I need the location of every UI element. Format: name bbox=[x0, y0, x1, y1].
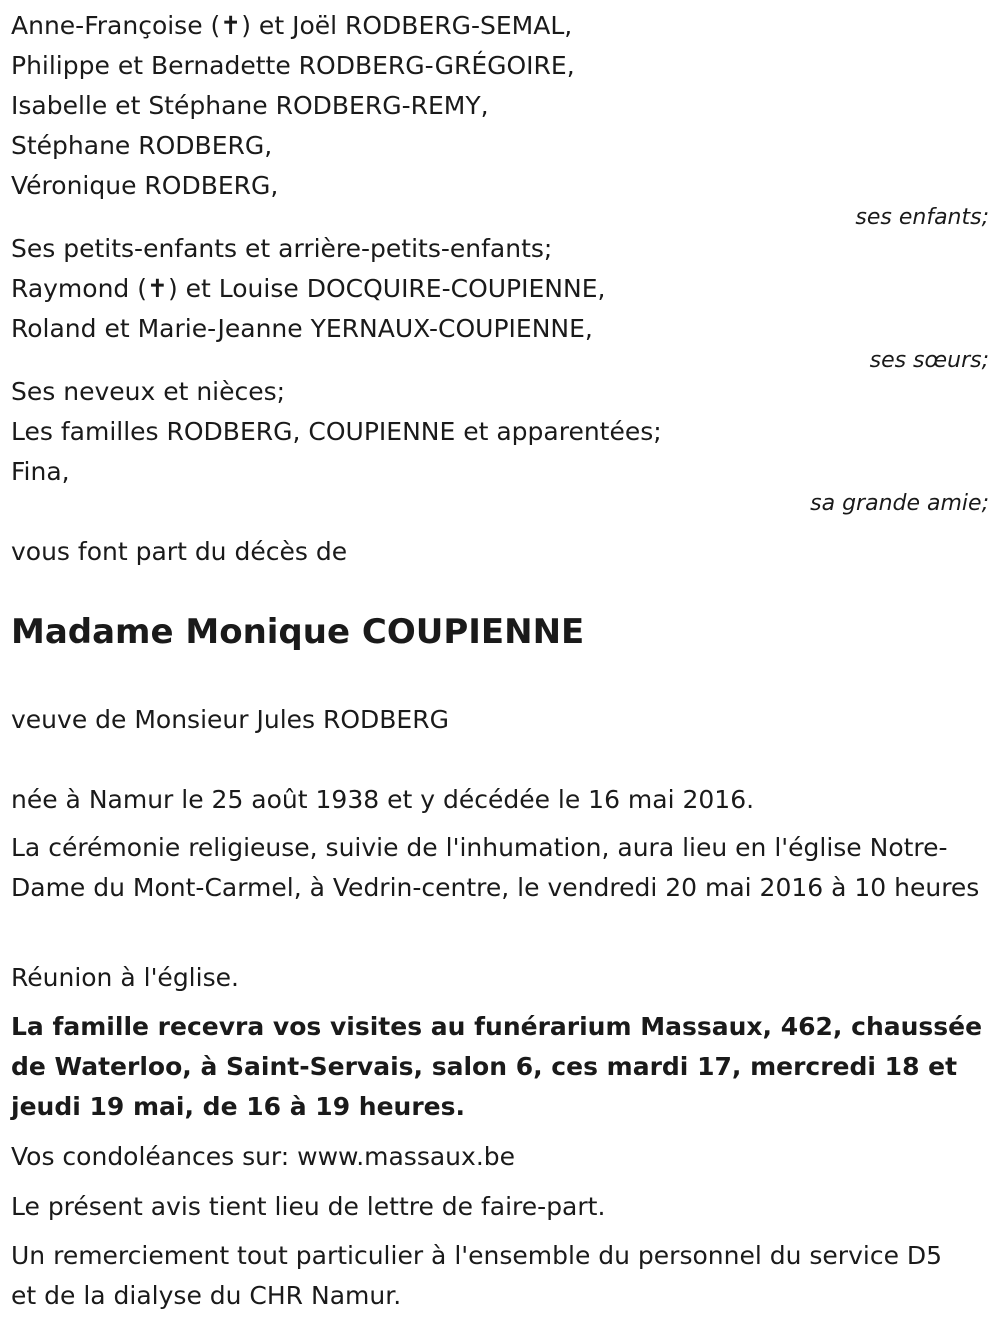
family-line: Anne-Françoise (✝) et Joël RODBERG-SEMAL, bbox=[11, 11, 573, 40]
siblings-group bbox=[11, 229, 989, 373]
obituary-notice bbox=[11, 0, 989, 1332]
reunion-text: Réunion à l'église. bbox=[11, 963, 239, 992]
family-line: Stéphane RODBERG, bbox=[11, 131, 273, 160]
condolences-text: Vos condoléances sur: www.massaux.be bbox=[11, 1142, 516, 1171]
birth-death-text: née à Namur le 25 août 1938 et y décédée le 16 mai 2016. bbox=[11, 785, 755, 814]
family-line: Véronique RODBERG, bbox=[11, 171, 279, 200]
family-line: Les familles RODBERG, COUPIENNE et apparentées; bbox=[11, 417, 662, 446]
widow-of-text: veuve de Monsieur Jules RODBERG bbox=[11, 705, 449, 734]
announce-text: vous font part du décès de bbox=[11, 537, 348, 566]
ceremony-text: La cérémonie religieuse, suivie de l'inhumation, aura lieu en l'église Notre-Dame du Mont-Carmel, à Vedrin-centre, le vendredi 20 mai 2016 à 10 heures bbox=[11, 833, 980, 902]
family-line: Ses neveux et nièces; bbox=[11, 377, 286, 406]
family-line: Philippe et Bernadette RODBERG-GRÉGOIRE, bbox=[11, 51, 575, 80]
family-line: Isabelle et Stéphane RODBERG-REMY, bbox=[11, 91, 489, 120]
deceased-name: Madame Monique COUPIENNE bbox=[11, 612, 585, 652]
family-line: Roland et Marie-Jeanne YERNAUX-COUPIENNE, bbox=[11, 314, 593, 343]
family-line: Fina, bbox=[11, 457, 70, 486]
role-label: ses enfants; bbox=[855, 205, 989, 230]
thanks-text: Un remerciement tout particulier à l'ensemble du personnel du service D5 et de la dialyse du CHR Namur. bbox=[11, 1241, 943, 1310]
role-label: ses sœurs; bbox=[869, 348, 989, 373]
role-label: sa grande amie; bbox=[810, 491, 989, 516]
notice-text: Le présent avis tient lieu de lettre de faire-part. bbox=[11, 1192, 606, 1221]
others-group bbox=[11, 372, 989, 516]
family-line: Ses petits-enfants et arrière-petits-enfants; bbox=[11, 234, 553, 263]
children-group bbox=[11, 6, 989, 230]
family-line: Raymond (✝) et Louise DOCQUIRE-COUPIENNE, bbox=[11, 274, 606, 303]
visits-text: La famille recevra vos visites au funérarium Massaux, 462, chaussée de Waterloo, à Saint-Servais, salon 6, ces mardi 17, mercredi 18 et jeudi 19 mai, de 16 à 19 heures. bbox=[11, 1012, 983, 1121]
